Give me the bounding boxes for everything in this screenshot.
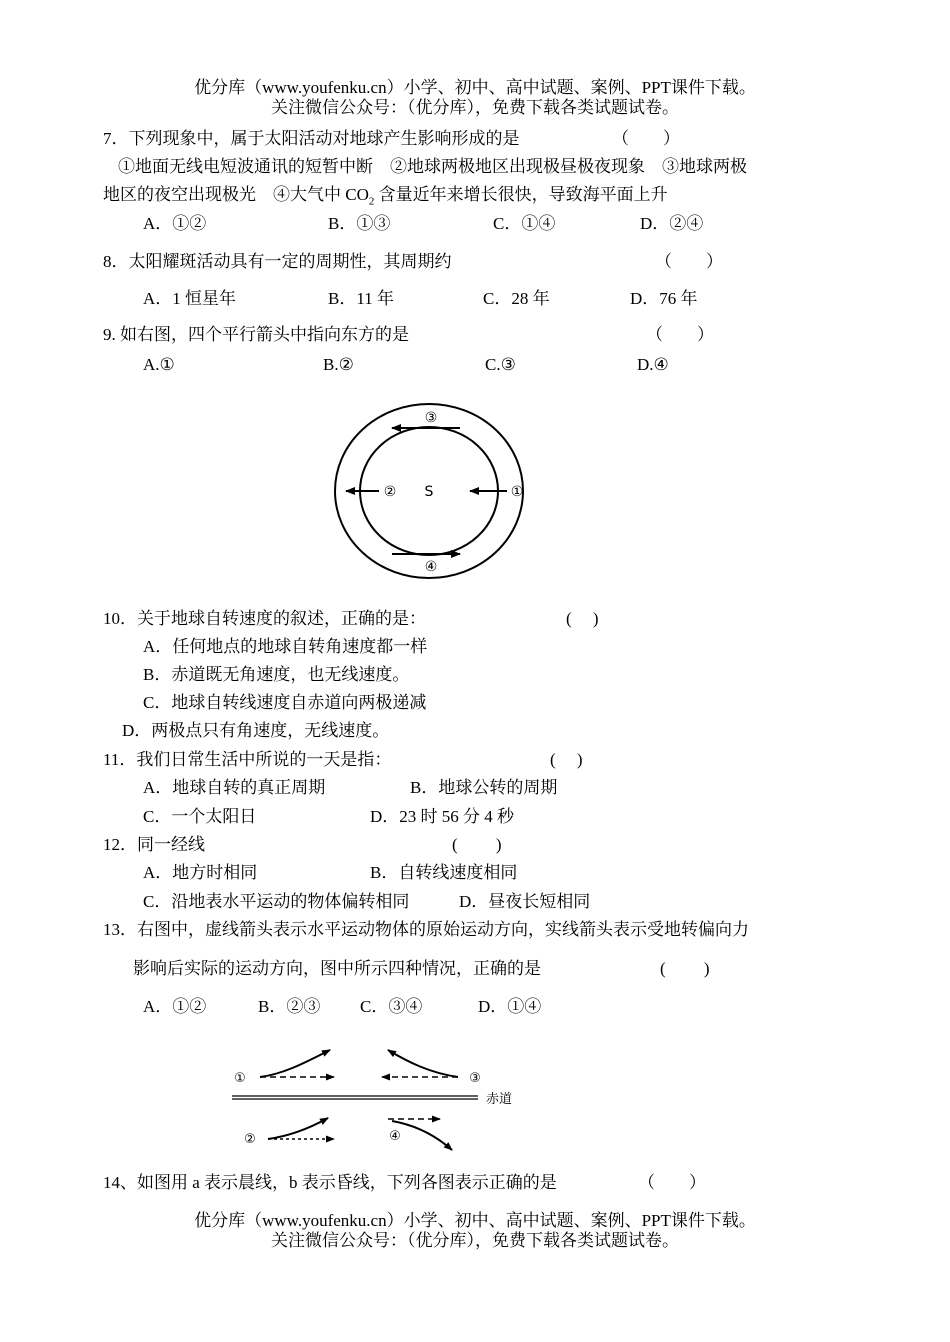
q14-stem: 14、如图用 a 表示晨线，b 表示昏线，下列各图表示正确的是 <box>103 1173 557 1192</box>
q8-option-c: C．28 年 <box>483 289 550 308</box>
arrow-4-label: ④ <box>424 559 438 575</box>
q11-option-a: A．地球自转的真正周期 <box>143 778 326 797</box>
q7-statement-line-2: 地区的夜空出现极光 ④大气中 $CO_2$ 含量近年来增长很快，导致海平面上升 <box>103 185 668 208</box>
q8-option-a: A．1 恒星年 <box>143 289 237 308</box>
case-1-actual-direction <box>260 1050 330 1077</box>
q8-option-b: B．11 年 <box>328 289 394 308</box>
case-3-actual-direction <box>388 1050 458 1077</box>
q9-option-b: B.② <box>323 355 354 374</box>
center-s-label: S <box>424 484 434 500</box>
q13-deflection-figure <box>230 1040 530 1155</box>
arrow-1-label: ① <box>510 484 524 500</box>
q7-option-a: A．①② <box>143 214 207 233</box>
q12-option-d: D．昼夜长短相同 <box>459 892 591 911</box>
q13-option-c: C．③④ <box>360 997 423 1016</box>
q12-option-b: B．自转线速度相同 <box>370 863 518 882</box>
q7-option-d: D．②④ <box>640 214 704 233</box>
equator-label: 赤道 <box>486 1092 513 1107</box>
q13-option-d: D．①④ <box>478 997 542 1016</box>
q13-option-b: B．②③ <box>258 997 321 1016</box>
q9-stem: 9. 如右图，四个平行箭头中指向东方的是 <box>103 325 409 344</box>
q7-option-c: C．①④ <box>493 214 556 233</box>
q7-option-b: B．①③ <box>328 214 391 233</box>
q14-answer-paren: （ ） <box>638 1173 706 1192</box>
q11-option-b: B．地球公转的周期 <box>410 778 558 797</box>
q10-answer-paren: ( ) <box>566 609 599 628</box>
q8-option-d: D．76 年 <box>630 289 698 308</box>
q10-stem: 10．关于地球自转速度的叙述，正确的是： <box>103 609 426 628</box>
q9-option-a: A.① <box>143 355 175 374</box>
arrow-3-label: ③ <box>424 410 438 426</box>
q9-earth-arrows-figure <box>330 403 530 588</box>
q7-statement-line-1: ①地面无线电短波通讯的短暂中断 ②地球两极地区出现极昼极夜现象 ③地球两极 <box>118 157 747 176</box>
q10-option-d: D．两极点只有角速度，无线速度。 <box>122 721 390 740</box>
q8-answer-paren: （ ） <box>655 252 723 271</box>
q10-option-b: B．赤道既无角速度，也无线速度。 <box>143 665 410 684</box>
case-4-label: ④ <box>389 1129 401 1144</box>
q7-stem: 7．下列现象中，属于太阳活动对地球产生影响形成的是 <box>103 129 520 148</box>
footer-line-2: 关注微信公众号：（优分库），免费下载各类试题试卷。 <box>271 1231 679 1250</box>
q8-stem: 8．太阳耀斑活动具有一定的周期性，其周期约 <box>103 252 452 271</box>
header-line-1: 优分库（www.youfenku.cn）小学、初中、高中试题、案例、PPT课件下载。 <box>194 78 756 97</box>
footer-line-1: 优分库（www.youfenku.cn）小学、初中、高中试题、案例、PPT课件下载。 <box>194 1211 756 1230</box>
case-3-label: ③ <box>469 1071 481 1086</box>
q9-answer-paren: （ ） <box>646 325 714 344</box>
q12-answer-paren: ( ) <box>452 835 502 854</box>
q10-option-c: C．地球自转线速度自赤道向两极递减 <box>143 693 427 712</box>
q10-option-a: A．任何地点的地球自转角速度都一样 <box>143 637 428 656</box>
case-2-actual-direction <box>268 1118 328 1139</box>
q13-option-a: A．①② <box>143 997 207 1016</box>
q9-option-c: C.③ <box>485 355 516 374</box>
q13-stem-line-2: 影响后实际的运动方向，图中所示四种情况，正确的是 <box>133 959 541 978</box>
q11-answer-paren: ( ) <box>550 750 583 769</box>
q12-option-a: A．地方时相同 <box>143 863 258 882</box>
case-1-label: ① <box>234 1071 246 1086</box>
q11-option-d: D．23 时 56 分 4 秒 <box>370 807 515 826</box>
arrow-2-label: ② <box>383 484 397 500</box>
header-line-2: 关注微信公众号：（优分库），免费下载各类试题试卷。 <box>271 98 679 117</box>
case-2-label: ② <box>244 1132 256 1147</box>
q9-option-d: D.④ <box>637 355 669 374</box>
case-4-actual-direction <box>392 1121 452 1150</box>
q12-stem: 12．同一经线 <box>103 835 205 854</box>
q7-answer-paren: （ ） <box>612 129 680 148</box>
q13-stem: 13．右图中，虚线箭头表示水平运动物体的原始运动方向，实线箭头表示受地转偏向力 <box>103 920 749 939</box>
q12-option-c: C．沿地表水平运动的物体偏转相同 <box>143 892 410 911</box>
q11-option-c: C．一个太阳日 <box>143 807 257 826</box>
q13-answer-paren: ( ) <box>660 959 710 978</box>
q11-stem: 11．我们日常生活中所说的一天是指： <box>103 750 392 769</box>
